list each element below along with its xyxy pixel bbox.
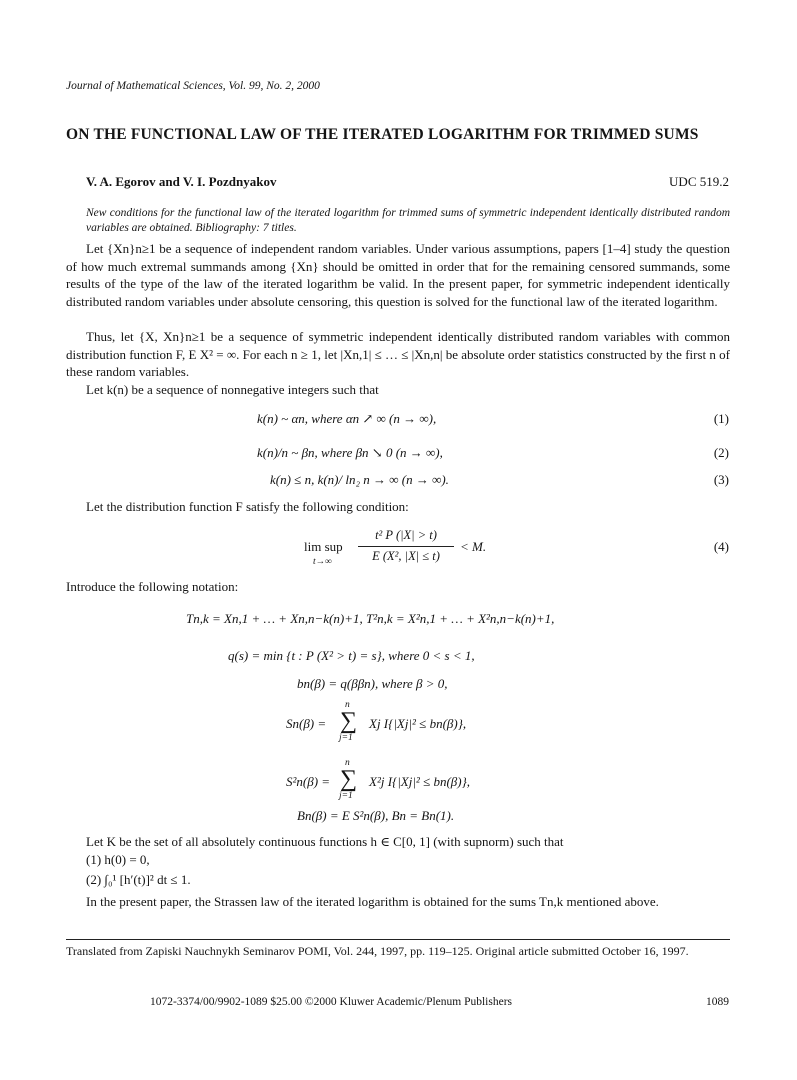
notation-S xyxy=(0,700,797,744)
footnote: Translated from Zapiski Nauchnykh Seminarov POMI, Vol. 244, 1997, pp. 119–125. Original article submitted October 16, 1997. xyxy=(66,944,689,958)
equation-1-number: (1) xyxy=(713,411,729,426)
sum-sign-icon: ∑ xyxy=(340,708,358,734)
notation-T-body: Tn,k = Xn,1 + … + Xn,n−k(n)+1, T²n,k = X²n,1 + … + X²n,n−k(n)+1, xyxy=(186,611,555,626)
notation-S2 xyxy=(0,758,797,802)
authors: V. A. Egorov and V. I. Pozdnyakov xyxy=(86,174,277,189)
notation-S-sum-top: n xyxy=(345,700,350,710)
notation-B-body: Bn(β) = E S²n(β), Bn = Bn(1). xyxy=(297,808,455,823)
paragraph-intro: Let {Xn}n≥1 be a sequence of independent random variables. Under various assumptions, papers [1–4] study the question of how much extremal summands among {Xn} should be omitted in order that for the remaining censored summands, some results of the type of the law of the iterated logarithm be valid. In the present paper, for symmetric independent identically distributed random variables under absolute censoring, this question is solved for the functional law of the iterated logarithm. xyxy=(66,241,730,309)
notation-S2-lhs: S²n(β) = xyxy=(286,774,331,789)
journal-header: Journal of Mathematical Sciences, Vol. 99, No. 2, 2000 xyxy=(66,80,320,92)
equation-4-rhs: < M. xyxy=(460,539,487,554)
notation-S2-sum-bottom: j=1 xyxy=(339,791,353,801)
footnote-rule xyxy=(66,939,730,940)
paragraph-condition: Let the distribution function F satisfy the following condition: xyxy=(86,499,409,514)
paragraph-setup: Thus, let {X, Xn}n≥1 be a sequence of symmetric independent identically distributed random variables with common distribution function F, E X² = ∞. For each n ≥ 1, let |Xn,1| ≤ … ≤ |Xn,n| be absolute order statistics constructed by the first n of these random variables. xyxy=(66,329,730,380)
paragraph-notation: Introduce the following notation: xyxy=(66,579,239,594)
equation-4-limsup: lim sup xyxy=(304,539,343,554)
notation-S2-rhs: X²j I{|Xj|² ≤ bn(β)}, xyxy=(369,774,471,789)
equation-4-number: (4) xyxy=(713,539,729,554)
notation-S-lhs: Sn(β) = xyxy=(286,716,327,731)
condition-2: (2) ∫₀¹ [h′(t)]² dt ≤ 1. xyxy=(86,872,191,887)
notation-S-sum-bottom: j=1 xyxy=(339,733,353,743)
equation-3-number: (3) xyxy=(713,472,729,487)
abstract: New conditions for the functional law of the iterated logarithm for trimmed sums of symmetric independent identically distributed random variables are obtained. Bibliography: 7 titles. xyxy=(86,207,730,234)
equation-4-fraction-bar xyxy=(358,546,454,547)
paper-title: ON THE FUNCTIONAL LAW OF THE ITERATED LOGARITHM FOR TRIMMED SUMS xyxy=(66,126,699,143)
copyright-footer: 1072-3374/00/9902-1089 $25.00 ©2000 Kluwer Academic/Plenum Publishers xyxy=(150,996,513,1008)
udc-code: UDC 519.2 xyxy=(669,174,729,189)
equation-2-body: k(n)/n ~ βn, where βn ↘ 0 (n → ∞), xyxy=(257,445,443,460)
notation-S-rhs: Xj I{|Xj|² ≤ bn(β)}, xyxy=(369,716,467,731)
page-number: 1089 xyxy=(706,996,729,1008)
equation-2-number: (2) xyxy=(713,445,729,460)
paragraph-result: In the present paper, the Strassen law of the iterated logarithm is obtained for the sums Tn,k mentioned above. xyxy=(86,894,659,909)
paragraph-set-K: Let K be the set of all absolutely continuous functions h ∈ C[0, 1] (with supnorm) such that xyxy=(86,834,564,849)
equation-4-limsub: t→∞ xyxy=(313,557,332,567)
equation-4 xyxy=(0,528,797,572)
notation-S2-sum-top: n xyxy=(345,758,350,768)
condition-1: (1) h(0) = 0, xyxy=(86,852,150,867)
notation-b-body: bn(β) = q(ββn), where β > 0, xyxy=(297,676,448,691)
notation-q-body: q(s) = min {t : P (X² > t) = s}, where 0 < s < 1, xyxy=(228,648,475,663)
equation-1-body: k(n) ~ αn, where αn ↗ ∞ (n → ∞), xyxy=(257,411,437,426)
paragraph-kn: Let k(n) be a sequence of nonnegative integers such that xyxy=(86,382,379,397)
equation-4-numerator: t² P (|X| > t) xyxy=(375,528,437,542)
equation-3-body: k(n) ≤ n, k(n)/ ln₂ n → ∞ (n → ∞). xyxy=(270,472,449,487)
sum-sign-icon: ∑ xyxy=(340,766,358,792)
equation-4-denominator: E (X², |X| ≤ t) xyxy=(372,549,440,563)
